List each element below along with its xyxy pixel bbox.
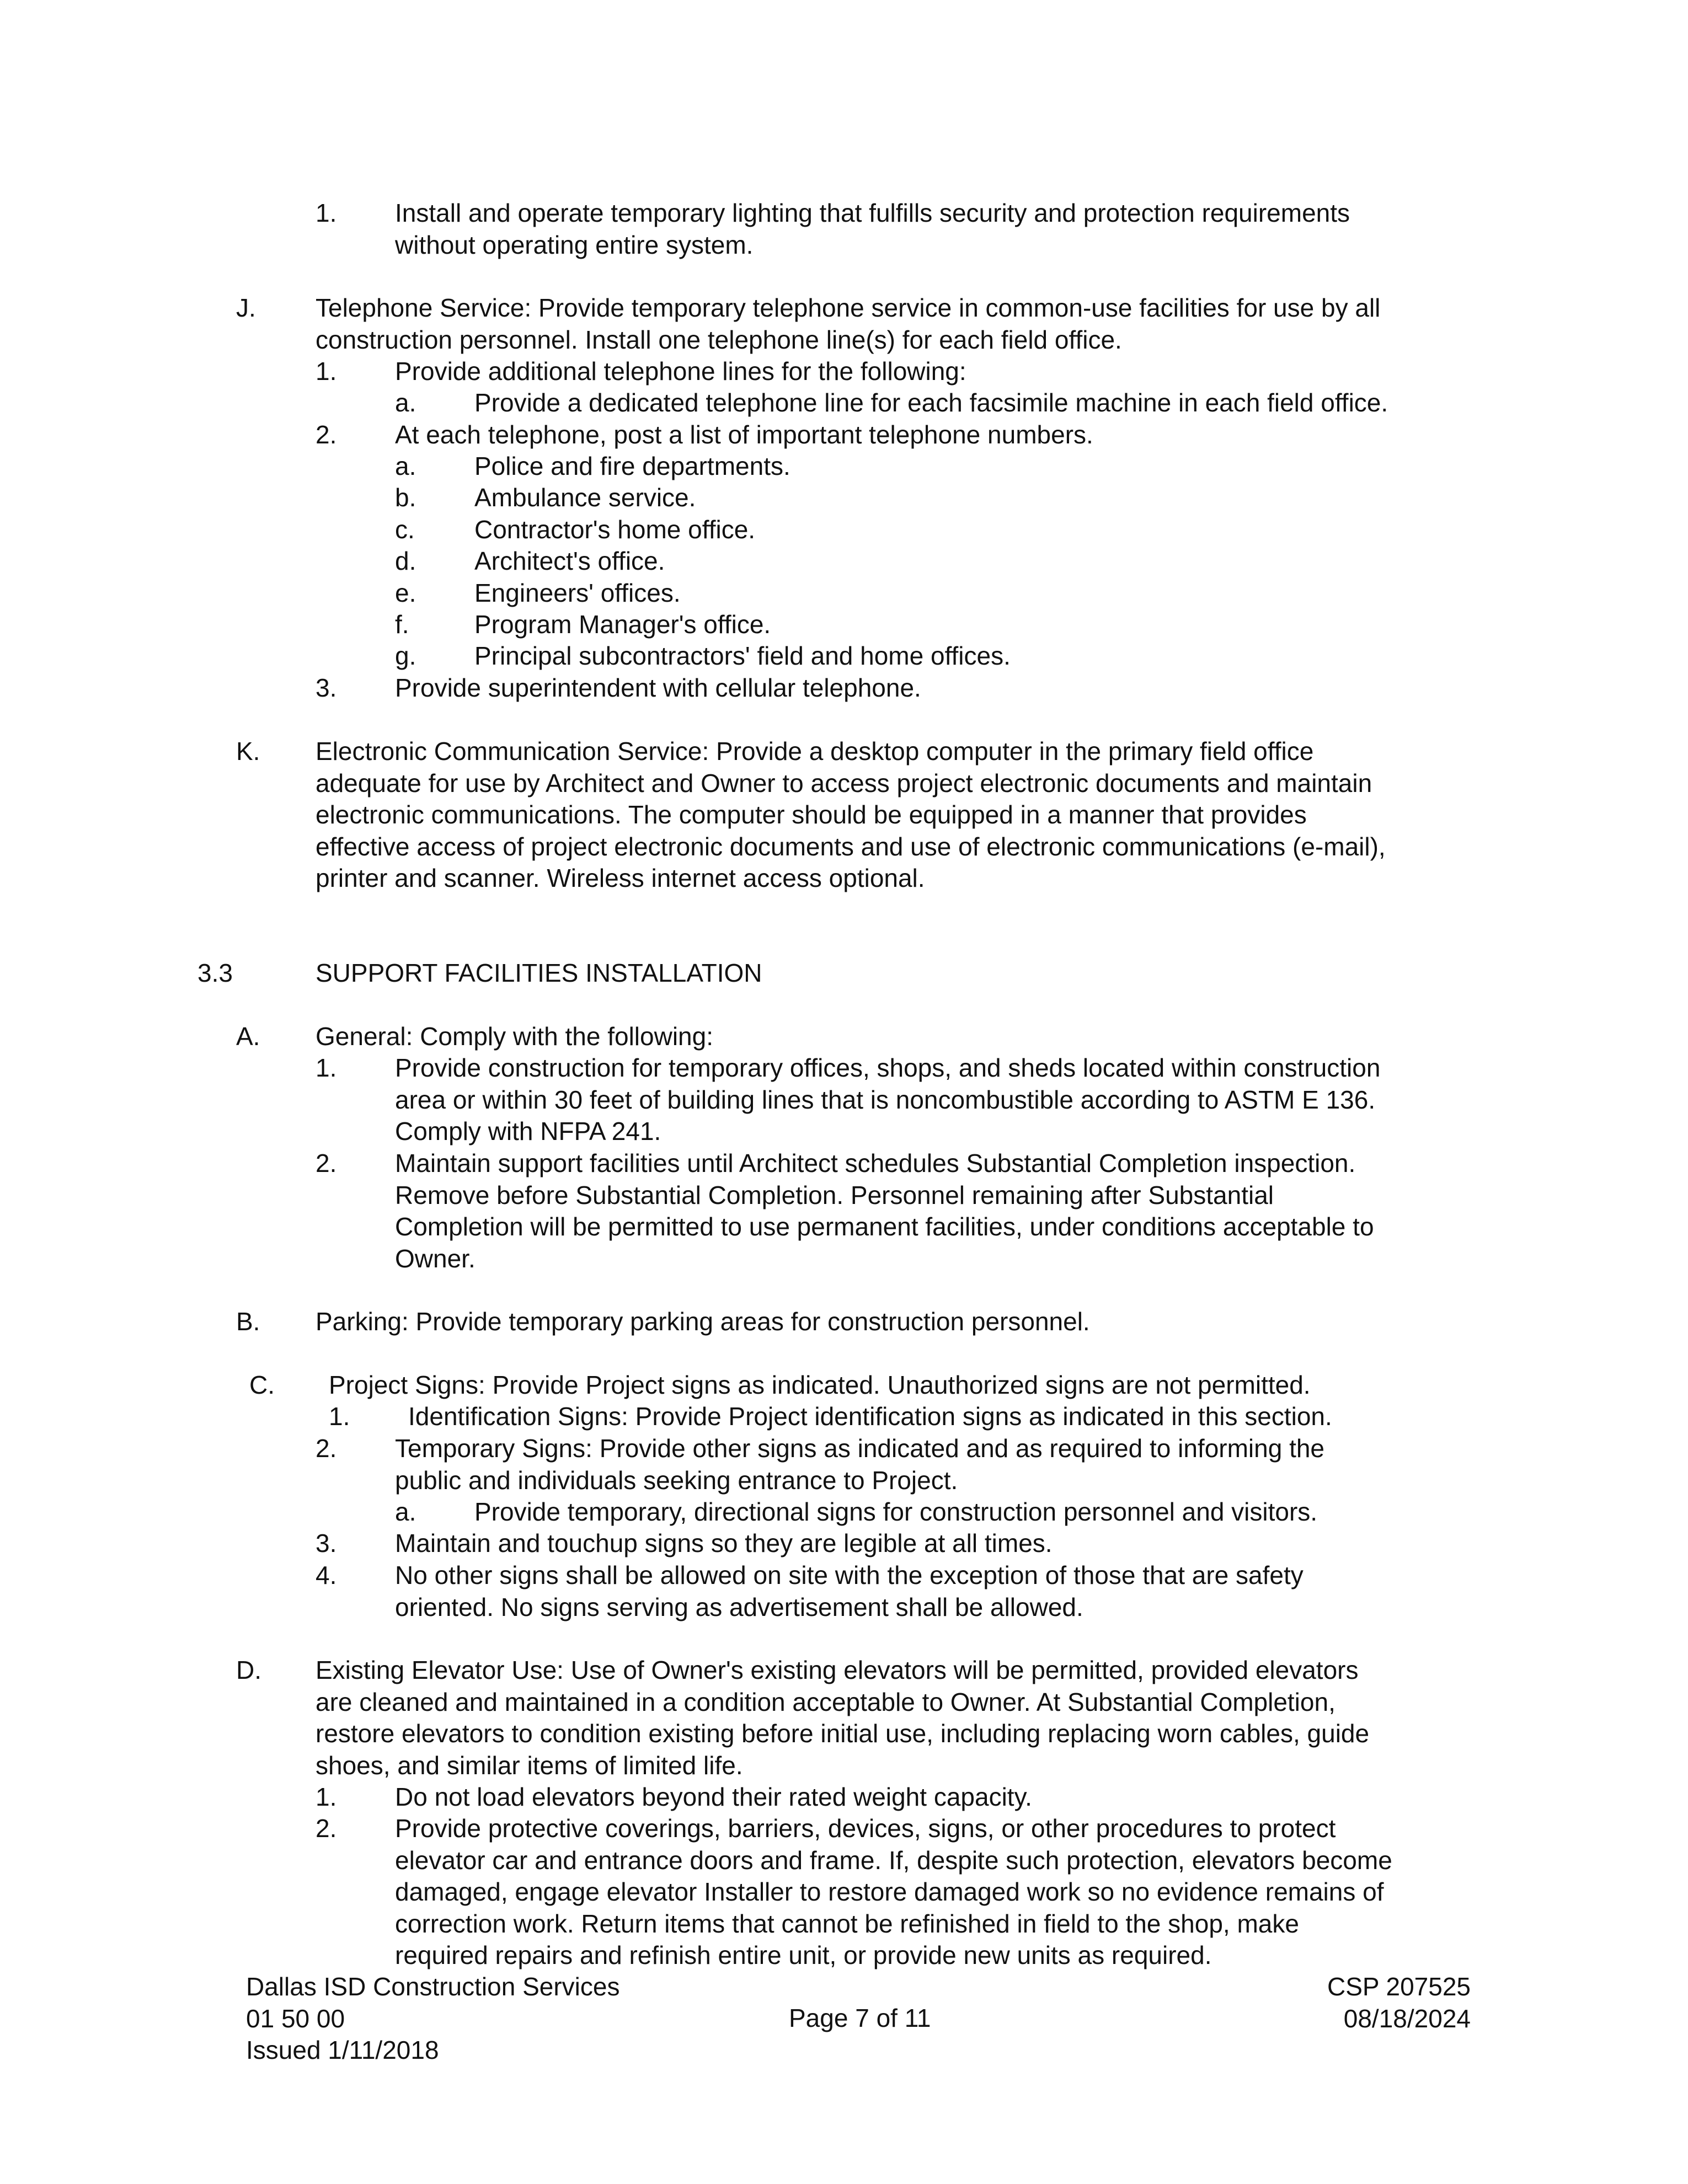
section-label: K. [236, 737, 260, 766]
sub-item-letter: e. [395, 579, 416, 607]
section-number: 3.3 [197, 959, 233, 987]
section-label: D. [236, 1656, 261, 1684]
sub-item-text: Police and fire departments. [474, 452, 790, 480]
text-line: electronic communications. The computer should be equipped in a manner that provides [316, 800, 1307, 829]
text-line: Temporary Signs: Provide other signs as indicated and as required to informing the [395, 1434, 1325, 1463]
section-label: J. [236, 293, 256, 322]
paragraph [316, 292, 1380, 356]
text-line: Maintain support facilities until Architect schedules Substantial Completion inspection. [395, 1149, 1356, 1177]
text-line: area or within 30 feet of building lines that is noncombustible according to ASTM E 136. [395, 1085, 1376, 1114]
text-line: public and individuals seeking entrance to Project. [395, 1465, 958, 1495]
text-line: Existing Elevator Use: Use of Owner's existing elevators will be permitted, provided elevators [316, 1656, 1359, 1684]
sub-item-letter: g. [395, 641, 416, 670]
text-line: Electronic Communication Service: Provide a desktop computer in the primary field office [316, 737, 1314, 766]
section-heading: SUPPORT FACILITIES INSTALLATION [316, 959, 762, 987]
list-number: 2. [316, 1434, 337, 1463]
list-number: 1. [316, 1782, 337, 1811]
text-line: effective access of project electronic documents and use of electronic communications (e-mail), [316, 832, 1386, 861]
text-line: damaged, engage elevator Installer to restore damaged work so no evidence remains of [395, 1877, 1384, 1906]
list-number: 1. [329, 1402, 350, 1431]
list-number: 3. [316, 1529, 337, 1557]
list-item-text: Maintain and touchup signs so they are legible at all times. [395, 1529, 1053, 1557]
footer-project-number: CSP 207525 [1327, 1972, 1471, 2001]
section-label: C. [249, 1371, 275, 1399]
text-line: No other signs shall be allowed on site with the exception of those that are safety [395, 1561, 1304, 1589]
list-item-text: Do not load elevators beyond their rated weight capacity. [395, 1782, 1032, 1811]
text-line: Owner. [395, 1244, 476, 1273]
list-number: 2. [316, 1149, 337, 1177]
list-item-text: Provide additional telephone lines for the following: [395, 357, 966, 386]
text-line: Telephone Service: Provide temporary telephone service in common-use facilities for use by all [316, 293, 1381, 322]
list-item-text: At each telephone, post a list of important telephone numbers. [395, 420, 1093, 449]
sub-item-text: Principal subcontractors' field and home offices. [474, 641, 1011, 670]
list-number: 1. [316, 357, 337, 386]
text-line: required repairs and refinish entire unit, or provide new units as required. [395, 1941, 1212, 1969]
list-item-text [395, 1148, 1374, 1275]
text-line: oriented. No signs serving as advertisement shall be allowed. [395, 1592, 1083, 1621]
list-number: 4. [316, 1561, 337, 1589]
sub-item-text: Contractor's home office. [474, 515, 756, 544]
text-line: elevator car and entrance doors and frame. If, despite such protection, elevators become [395, 1845, 1392, 1875]
list-item-text [395, 1813, 1392, 1972]
sub-item-letter: a. [395, 388, 416, 417]
list-number: 1. [316, 1053, 337, 1082]
section-label: A. [236, 1022, 260, 1051]
text-line: printer and scanner. Wireless internet access optional. [316, 864, 925, 892]
text-line: construction personnel. Install one telephone line(s) for each field office. [316, 325, 1122, 354]
paragraph [395, 197, 1350, 261]
footer-left [246, 1971, 619, 2067]
paragraph: General: Comply with the following: [316, 1022, 713, 1051]
text-line: adequate for use by Architect and Owner to access project electronic documents and maintain [316, 768, 1372, 797]
footer-date: 08/18/2024 [1343, 2004, 1471, 2033]
sub-item-text: Provide temporary, directional signs for construction personnel and visitors. [474, 1497, 1318, 1526]
list-item-text [395, 1560, 1304, 1623]
list-item-text: Identification Signs: Provide Project identification signs as indicated in this section. [408, 1402, 1332, 1431]
text-line: without operating entire system. [395, 230, 754, 259]
sub-item-letter: d. [395, 547, 416, 575]
list-number: 1. [316, 199, 337, 227]
sub-item-text: Engineers' offices. [474, 579, 681, 607]
footer-right [1247, 1971, 1471, 2035]
text-line: Comply with NFPA 241. [395, 1117, 661, 1145]
sub-item-text: Program Manager's office. [474, 610, 771, 639]
paragraph [316, 1655, 1369, 1781]
sub-item-text: Provide a dedicated telephone line for each facsimile machine in each field office. [474, 388, 1388, 417]
sub-item-letter: b. [395, 483, 416, 512]
section-label: B. [236, 1307, 260, 1336]
footer-section-code: 01 50 00 [246, 2004, 345, 2033]
sub-item-letter: c. [395, 515, 415, 544]
sub-item-letter: a. [395, 452, 416, 480]
page-number: Page 7 of 11 [789, 2004, 931, 2032]
sub-item-text: Ambulance service. [474, 483, 696, 512]
list-number: 2. [316, 1814, 337, 1843]
text-line: shoes, and similar items of limited life. [316, 1751, 743, 1780]
sub-item-text: Architect's office. [474, 547, 665, 575]
text-line: Install and operate temporary lighting that fulfills security and protection requirements [395, 199, 1350, 227]
text-line: Provide construction for temporary offices, shops, and sheds located within construction [395, 1053, 1381, 1082]
text-line: correction work. Return items that cannot be refinished in field to the shop, make [395, 1909, 1299, 1938]
list-number: 2. [316, 420, 337, 449]
list-item-text [395, 1052, 1380, 1148]
list-item-text [395, 1433, 1324, 1496]
paragraph: Project Signs: Provide Project signs as indicated. Unauthorized signs are not permitted. [329, 1371, 1311, 1399]
list-item-text: Provide superintendent with cellular telephone. [395, 673, 921, 702]
sub-item-letter: a. [395, 1497, 416, 1526]
text-line: are cleaned and maintained in a condition acceptable to Owner. At Substantial Completion, [316, 1687, 1336, 1716]
text-line: Completion will be permitted to use permanent facilities, under conditions acceptable to [395, 1212, 1374, 1241]
text-line: restore elevators to condition existing before initial use, including replacing worn cables, guide [316, 1719, 1370, 1748]
paragraph [316, 736, 1386, 895]
footer-issued: Issued 1/11/2018 [246, 2036, 439, 2064]
text-line: Provide protective coverings, barriers, devices, signs, or other procedures to protect [395, 1814, 1336, 1843]
list-number: 3. [316, 673, 337, 702]
sub-item-letter: f. [395, 610, 409, 639]
text-line: Remove before Substantial Completion. Personnel remaining after Substantial [395, 1180, 1274, 1209]
footer-org: Dallas ISD Construction Services [246, 1972, 620, 2001]
paragraph: Parking: Provide temporary parking areas for construction personnel. [316, 1307, 1090, 1336]
